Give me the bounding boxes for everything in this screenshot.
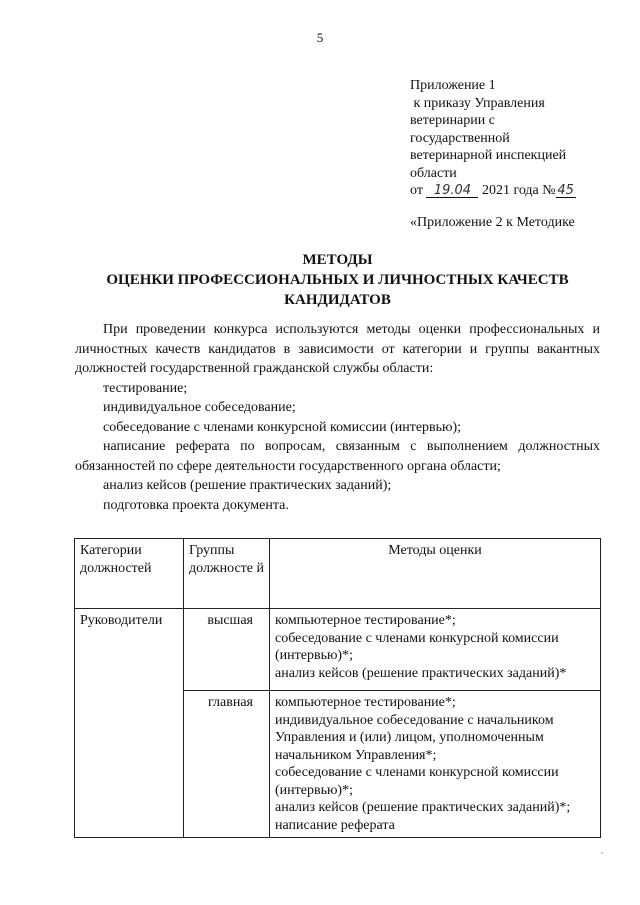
header-category: Категории должностей bbox=[75, 539, 184, 609]
appendix-block bbox=[410, 77, 610, 200]
table-row bbox=[75, 609, 601, 691]
appendix-line: государственной bbox=[410, 130, 510, 146]
method-list-item: подготовка проекта документа. bbox=[103, 497, 289, 513]
method-list-item: собеседование с членами конкурсной комиссии (интервью); bbox=[103, 419, 462, 435]
method-line: анализ кейсов (решение практических заданий)*; bbox=[275, 800, 571, 815]
appendix-date-line bbox=[410, 182, 610, 200]
order-year-text: 2021 года № bbox=[481, 183, 556, 198]
document-title bbox=[75, 250, 600, 310]
handwritten-date: 19.04 bbox=[426, 184, 478, 198]
header-methods: Методы оценки bbox=[270, 539, 601, 609]
method-list-item: индивидуальное собеседование; bbox=[103, 400, 296, 415]
handwritten-order-number: 45 bbox=[557, 183, 574, 198]
method-line: написание реферата bbox=[275, 817, 395, 833]
method-line: собеседование с членами конкурсной комиссии (интервью)*; bbox=[275, 765, 559, 798]
title-line: МЕТОДЫ bbox=[302, 252, 373, 268]
method-list-item: анализ кейсов (решение практических заданий); bbox=[103, 478, 392, 493]
method-list-item: написание реферата по вопросам, связанным с выполнением должностных обязанностей по сфере деятельности государственного органа области; bbox=[75, 439, 600, 474]
intro-section bbox=[75, 320, 600, 515]
method-line: анализ кейсов (решение практических заданий)* bbox=[275, 665, 567, 681]
method-line: компьютерное тестирование*; bbox=[275, 613, 456, 628]
header-group: Группы должносте й bbox=[184, 539, 270, 609]
cell-group: главная bbox=[184, 691, 270, 838]
cell-group: высшая bbox=[184, 609, 270, 691]
method-line: собеседование с членами конкурсной комиссии (интервью)*; bbox=[275, 630, 559, 663]
title-line: ОЦЕНКИ ПРОФЕССИОНАЛЬНЫХ И ЛИЧНОСТНЫХ КАЧЕСТВ bbox=[106, 272, 569, 288]
appendix-line: области bbox=[410, 165, 457, 181]
method-line: компьютерное тестирование*; bbox=[275, 695, 456, 710]
methods-table bbox=[74, 538, 601, 838]
intro-paragraph: При проведении конкурса используются методы оценки профессиональных и личностных качеств кандидатов в зависимости от категории и группы вакантных должностей государственной гражданской службы области: bbox=[75, 322, 600, 376]
table-header-row bbox=[75, 539, 601, 609]
method-list-item: тестирование; bbox=[103, 380, 188, 396]
cell-methods bbox=[270, 609, 601, 691]
page-number: 5 bbox=[316, 30, 324, 45]
appendix-line: к приказу Управления bbox=[410, 95, 545, 111]
appendix-line: ветеринарии с bbox=[410, 113, 495, 128]
scan-speck bbox=[601, 852, 603, 854]
method-line: индивидуальное собеседование с начальником Управления и (или) лицом, уполномоченным начальником Управления*; bbox=[275, 712, 554, 763]
date-prefix: от bbox=[410, 183, 423, 198]
title-line: КАНДИДАТОВ bbox=[284, 292, 391, 308]
appendix-line: ветеринарной инспекцией bbox=[410, 148, 567, 163]
methodic-reference: «Приложение 2 к Методике bbox=[410, 215, 575, 230]
appendix-line: Приложение 1 bbox=[410, 78, 496, 93]
cell-methods bbox=[270, 691, 601, 838]
cell-category: Руководители bbox=[75, 609, 184, 838]
